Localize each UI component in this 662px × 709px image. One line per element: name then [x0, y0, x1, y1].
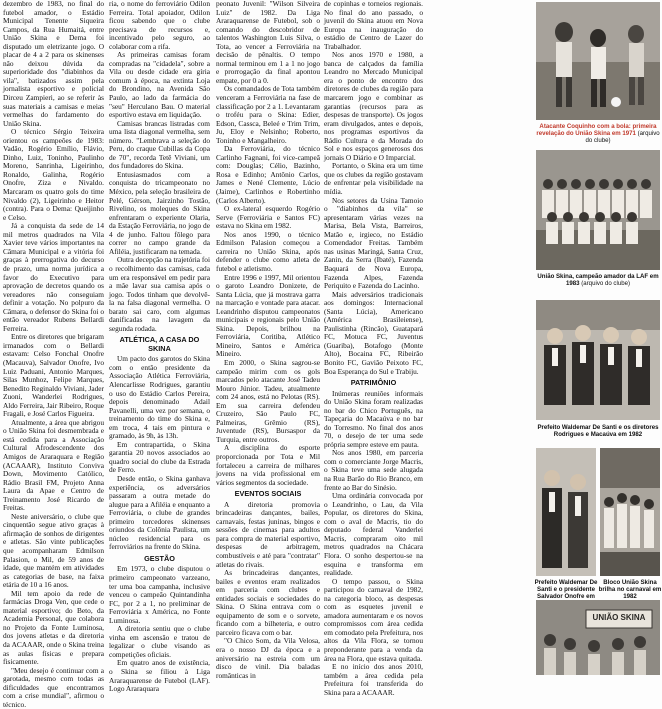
article-paragraph: peonato Juvenil: "Wilson Silveira Luiz" de 1982. Da Liga Araraquarense de Futebol, sob o comando do descobridor de talentos Washington Luis Silva, o Tota, ao vencer a Ferroviária na decisão de pênaltis. O tempo normal terminou em 1 a 1 no jogo e prorrogação da final apontou empate, por 0 a 0. [216, 0, 320, 85]
article-paragraph: dezembro de 1983, no final do futebol amador, o Estádio Municipal Tenente Siqueira Campos, da Rua Humaitá, entre União Skina e Dema foi disputado um eletrizante jogo. O placar de 4 a 2 para os skinenses não deixou dúvida da superioridade dos "diabinhos da vila", batizados assim pela jornalista esportivo e policial Dirceu Zampieri, ao se referir às suas materiais a camisas e meias vermelhas do fardamento do União Skina. [3, 0, 104, 128]
banner-text: UNIÃO SKINA [592, 613, 646, 622]
text-column-4 [324, 0, 423, 697]
article-paragraph: Outra decepção na trajetória foi o recolhimento das camisas, cada um era responsável em pedir para a mãe lavar sua camisa após o jogo. Todos tinham que devolvê-la na falsa diagonal vermelha. O barato sai caro, com algumas danificadas na lavagem da segunda rodada. [109, 255, 210, 333]
article-paragraph: ria, o nome do ferroviário Odilon Ferreira. Total apoiador, Odilon ficou sabendo que o clube precisava de recursos e, incentivado pelo seguro, ao colaborar com a rifa. [109, 0, 210, 51]
article-paragraph: E no início dos anos 2010, também a área cedida pela Prefeitura foi transferida do Skina para a ACAAAR. [324, 662, 423, 697]
article-paragraph: Mais adversários tradicionais aos domingos: Internacional (Santa Lúcia), Americano (América Brasileiense), Paulistinha (Rincão), Guatapará FC, Motuca FC, Juventus (Guariba), Botafogo (Monte Alto), Bocaina FC, Ribeirão Bonito FC, Gavião Peixoto FC, Boa Esperança do Sul e Trabiju. [324, 289, 423, 376]
section-heading: EVENTOS SOCIAIS [234, 489, 302, 499]
photo-officials-1982 [536, 300, 660, 420]
photo-sidebar [533, 0, 661, 675]
article-paragraph: "O Chico Som, da Vila Velosa, era o nosso DJ da época e a aniversário na estreia com um disco de vinil. Dia baladas românticas in [216, 636, 320, 680]
text-column-1 [3, 0, 104, 709]
article-paragraph: Uma ordinária convocada por o Leandrinho, o Lau, da Vila Popular, os diretores do Skina, com o aval de Macris, tio do deputado federal Vanderlei Macris, compraram oito mil metros quadrados na Chácara Flora. O sonho despertou-se na esquina e transforma em realidade. [324, 491, 423, 578]
caption-coquinho: Atacante Coquinho com a bola: primeira revelação do União Skina em 1971 (arquivo do clube) [536, 123, 660, 145]
article-paragraph: Da Ferroviária, do técnico Carlinho Fagnani, foi vice-campeã com: Douglas; Célio, Bazinho, Rosa e Edinho; Antônio Carlos, James e Nené Clemente, Lúcio (Jaime), Carlinhos e Robertinho (Carlos Alberto). [216, 144, 320, 205]
article-paragraph: Em quatro anos de existência, o Skina se filiou à Liga Araraquarense de Futebol (LAF). Logo Araraquara [109, 658, 210, 694]
article-paragraph: Entre 1996 e 1997, Mil orientou o garoto Leandro Donizete, de Santa Lúcia, que já mostrava garra na marcação e vontade para atacar. Leandrinho disputou campeonatos municipais e regionais pelo União Skina. Depois, brilhou na Ferroviária, Coritiba, Atlético Mineiro, Santos e América Mineiro. [216, 272, 320, 359]
article-paragraph: de copinhas e torneios regionais. No final do ano passado, o juvenil do Skina atuou em Nova Europa na inauguração do estádio de Centro de Lazer do Trabalhador. [324, 0, 423, 51]
article-paragraph: Nos setores da Usina Tamoio o "diabinhos da vila" se apresentaram várias vezes na Marisa, Bela Vista, Barreiros, Matão e, irgieco, no Estádio Comendador Freitas. Também nas usinas Maringá, Santa Cruz, Zanin, da Serra (Ibaté), Fazenda Baquará de Nova Europa, Fazenda Alpes, Fazenda Periquito e Fazenda do Lacinho. [324, 195, 423, 291]
article-paragraph: A disciplina do esporte proporcionada por Tota e Mil fortaleceu a carreira de milhares jovens na vida profissional em vários segmentos da sociedade. [216, 443, 320, 487]
section-heading: PATRIMÔNIO [350, 378, 397, 388]
article-paragraph: Nos anos 1980, em parceria com o comerciante Jorge Macris, o Skina teve uma sede alugada na Rua Barão do Rio Branco, em frente ao Bar do Sinésio. [324, 448, 423, 492]
article-paragraph: Os comandados de Tota também venceram a Ferroviária na fase de classificação por 2 a 1. Levantaram o troféu para o Skina: Edier, Edson, Cassca, Beleé e Trim Trim, Ju, Eloy e Nelsinho; Roberto, Toninho e Mangalheiro. [216, 84, 320, 145]
article-paragraph: Entre os diretores que brigaram irmanados com o Bellardi estavam: Celso Fonchal Onofre (Macauva), Salvador Onofre, Ivo Luiz Paduani, Antonio Marques, Silas Munhoz, Felipe Marques, Benedito Reginaldo Viviani, Jader Zuoni, Wanderlei Rodrigues, Aldo Ferreira, Jair Ribeiro, Roque Fragali, e José Carlos Figueira. [3, 332, 104, 419]
photo-mayor-president [536, 448, 596, 576]
article-paragraph: O tempo passou, o Skina participou do carnaval de 1982, na categoria bloco, as despesas com as esquetes juvenil e amadora aumentaram e os novos compromissos com área cedida em comodato pela Prefeitura, nos altos da Vila Flora, se tornou preponderante para a venda da área na Flora, que estava quitada. [324, 576, 423, 663]
caption-officials-1982: Prefeito Waldemar De Santi e os diretores Rodrigues e Macaúva em 1982 [537, 424, 659, 439]
article-paragraph: As primeiras camisas foram compradas na "cidadela", sobre a Vila ou desde cidade era gíria comum à época, na extinta Loja do Brondino, na Avenida São Paulo, ao lado da farmácia do "seu" Herculano Bau. O material esportivo estava em liquidação. [109, 50, 210, 120]
article-paragraph: "Meu desejo é continuar com a garotada, mesmo com todas as dificuldades que encontramos com a crise mundial", afirmou o técnico. [3, 665, 104, 709]
article-paragraph: Mil tem apoio da rede de farmácias Droga Ven, que cede o material esportivo; do Beto, da Academia Personal, que colabora no Projeto da Fonte Luminosa, dos jovens atletas e da diretoria da ACAAAR, onde o Skina treina as aulas físicas e prepara fisicamente. [3, 588, 104, 667]
article-paragraph: Atualmente, a área que abrigou o União Skina foi desmembrada e está cedida para a Associação Cultural Afrodescendente dos Amigos de Araraquara e Região (ACAAAR), Instituto Conviva Down, Movimento Católico, Rádio Brasil FM, Projeto Anna Laura da Apae e Centro de Treinamento José Ricardo de Freitas. [3, 417, 104, 513]
photo-carnival-1982 [600, 448, 660, 576]
photo-team-1983 [536, 150, 660, 270]
section-heading: ATLÉTICA, A CASA DO SKINA [119, 335, 200, 353]
article-paragraph: O ex-lateral esquerdo Rogério Serve (Ferroviária e Santos FC) estava no Skina em 1982. [216, 204, 320, 231]
article-paragraph: Portanto, o Skina era um time que os clubes da região gostavam de enfrentar pela visibilidade na mídia. [324, 161, 423, 197]
article-paragraph: A diretoria promovia brincadeiras dançantes, bailes, carnavais, festas juninas, bingos e sessões de cinemas para adultos para compra de material esportivo, despesas de arbitragem, combustíveis e até para "contratar" atletas do rivais. [216, 499, 320, 569]
article-paragraph: As brincadeiras dançantes, bailes e eventos eram realizados em parceria com clubes e entidades sociais e sociedades do Skina. O Skina entrava com o equipamento de som e o sorvete, ficando com a bilheteria, e outro parceiro ficava com o bar. [216, 568, 320, 637]
photo-coquinho [536, 2, 660, 120]
caption-carnival-1982: Bloco União Skina brilha no carnaval em 1982 [598, 579, 662, 601]
text-column-5 [428, 0, 529, 675]
caption-mayor-president: Prefeito Waldemar De Santi e o presidente Salvador Onofre em [534, 579, 598, 601]
article-paragraph: Em contrapartida, o Skina garantia 20 novos associados ao quadro social do clube da Estrada de Ferro. [109, 439, 210, 475]
article-paragraph: Em 1973, o clube disputou o primeiro campeonato varzeano, ter uma boa campanha, inclusive venceu o campeão Quintandinha FC, por 2 a 1, no preliminar de Ferroviária x América, no Fonte Luminosa. [109, 564, 210, 625]
article-paragraph: Nos anos 1970 e 1980, a banca de calçados da família Leandro no Mercado Municipal era o ponto de encontro dos diretores de clubes da região para marcarem jogo e combinar as garantias (recursos para as despesas de transporte). Os jogos eram divulgados, antes e depois, nos programas esportivos da Rádio Cultura e da Morada do Sol e nos espaços generosos dos jornais O Diário e O Imparcial. [324, 50, 423, 162]
article-paragraph: Nos anos 1990, o técnico Edmilson Palasion começou a carreira no União Skina, após defender o clube como atleta de futebol e atletismo. [216, 229, 320, 273]
article-paragraph: Inúmeras reuniões informais do União Skina foram realizadas no bar do Chico Português, na Tapeçaria do Macaúva e no bar do Torresmo. No final dos anos 70, o desejo de ter uma sede própria sempre esteve em pauta. [324, 388, 423, 449]
caption-team-1983: União Skina, campeão amador da LAF em 1983 (arquivo do clube) [537, 273, 659, 288]
article-paragraph: Desde então, o Skina ganhava experiência, os adversários passaram a outra metade do alugue para a Afiléia e enquanto a Ferroviária, o clube de grandes primeiro torcedores skinenses oriundos da Colônia Paulista, um núcleo residencial para os ferroviários na frente do Skina. [109, 473, 210, 552]
section-heading: GESTÃO [144, 553, 175, 563]
article-paragraph: Um pacto dos garotos do Skina com o então presidente da Associação Atlética Ferroviária, Alencarlisse Rodrigues, garantiu o uso do Estádio Carlos Pereira, depois denominado Adail Pavanelli, uma vez por semana, o treinamento do time do Skina e, em troca, 4 tais em pintura e gramado, às 9h, às 13h. [109, 354, 210, 441]
article-paragraph: Camisas brancas listradas com uma lista diagonal vermelha, sem número. "Lembrava a seleção do Peru, do craque Cubillas da Copa de 70", recorda Tetê Viviani, um dos fundadores do Skina. [109, 118, 210, 171]
photo-banner [536, 600, 660, 675]
text-column-3 [216, 0, 320, 680]
article-paragraph: Em 2000, o Skina sagrou-se campeão mirim com os gols marcados pelo atacante José Tadeu Mouro Júnior. Tadeu, atualmente com 24 anos, está no Pelotas (RS). Em sua carreira defendeu Cruzeiro, São Paulo FC, Palmeiras, Grêmio (RS), Juventude (RS), Bursaspor da Turquia, entre outros. [216, 357, 320, 444]
article-paragraph: Já a conquista da sede de 14 mil metros quadrados na Vila Xavier teve vários importantes na Câmara Municipal e a vitória foi graças à prerrogativa do decurso de prazo, uma norma jurídica a favor do Executivo para aprovação de decretos quando os vereadores não conseguiam definir a votação. No polpuro da Câmara, o defensor do Skina foi o então vereador Rubens Bellardi Ferreira. [3, 221, 104, 333]
article-paragraph: A diretoria sentiu que o clube vinha em ascensão e tratou de legalizar o clube visando as competições oficiais. [109, 624, 210, 659]
article-paragraph: Entusiasmados com a conquista do tricampeonato no México, pela seleção brasileira de Pelé, Gérson, Jairzinho Tostão, Rivelino, os moleques do Skina enfrentaram o experiente Olaria, da Estação Ferroviária, no jogo de 4 de junho. Faltou fôlego para correr no campo grande da Afiléia, justificaram na temada. [109, 169, 210, 256]
article-paragraph: O técnico Sérgio Teixeira orientou os campeões de 1983: Vadão, Rogério Emílio, Flávio, Dinho, Luiz, Toninho, Paulinho Moreno, Sanrinha, Ligeirinho, Ronaldo, Galinha, Rogério Onofre, Ziza e Nivaldo. Marcaram os quatro gols do time Nivaldo (2), Ligeirinho e Heitor (contra). Para o Dema: Queijinho e Celso. [3, 127, 104, 222]
article-paragraph: Neste aniversário, o clube que cinquentão segue ativo graças à afirmação de sonhos de dirigentes e atletas. São vinte publicações que acompanharam Edmilson Palasion, o Mil, de 59 anos de idade, que mantém em atividades as categorias de base, na faixa etária de 10 a 16 anos. [3, 511, 104, 590]
text-column-2 [109, 0, 210, 694]
